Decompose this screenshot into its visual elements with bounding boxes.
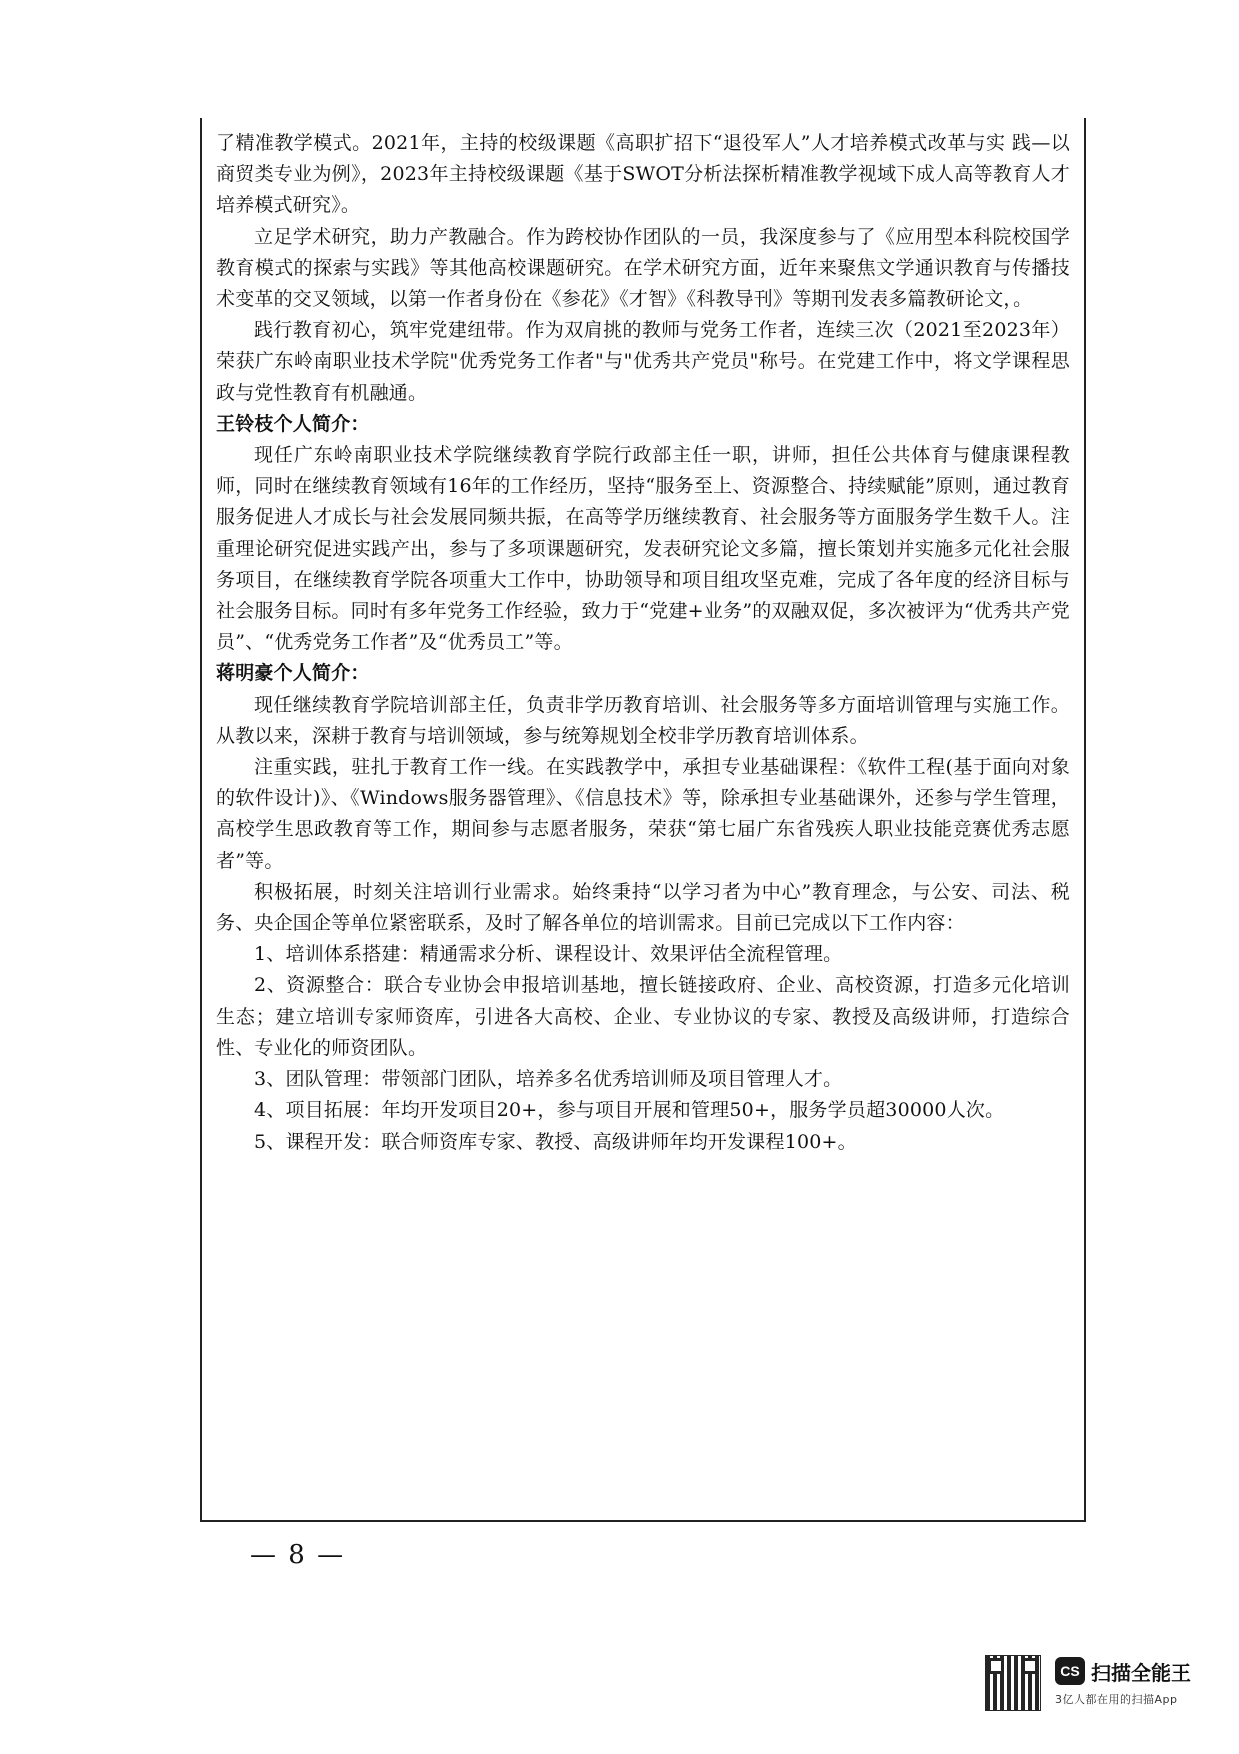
paragraph-party-building: 践行教育初心，筑牢党建纽带。作为双肩挑的教师与党务工作者，连续三次（2021至2023年）荣获广东岭南职业技术学院"优秀党务工作者"与"优秀共产党员"称号。在党建工作中，将文学课程思政与党性教育有机融通。 <box>216 319 1070 404</box>
qr-code-icon <box>985 1655 1041 1711</box>
paragraph-wang-lingzhi: 现任广东岭南职业技术学院继续教育学院行政部主任一职，讲师，担任公共体育与健康课程教师，同时在继续教育领域有16年的工作经历，坚持“服务至上、资源整合、持续赋能”原则，通过教育服务促进人才成长与社会发展同频共振，在高等学历继续教育、社会服务等方面服务学生数千人。注重理论研究促进实践产出，参与了多项课题研究，发表研究论文多篇，擅长策划并实施多元化社会服务项目，在继续教育学院各项重大工作中，协助领导和项目组攻坚克难，完成了各年度的经济目标与社会服务目标。同时有多年党务工作经验，致力于“党建+业务”的双融双促，多次被评为“优秀共产党员”、“优秀党务工作者”及“优秀员工”等。 <box>216 444 1070 654</box>
paragraph-jiang-expansion: 积极拓展，时刻关注培训行业需求。始终秉持“以学习者为中心”教育理念，与公安、司法、税务、央企国企等单位紧密联系，及时了解各单位的培训需求。目前已完成以下工作内容： <box>216 880 1070 935</box>
document-body-frame <box>200 118 1086 1522</box>
page-number: — 8 — <box>250 1540 346 1570</box>
paragraph-jiang-practice: 注重实践，驻扎于教育工作一线。在实践教学中，承担专业基础课程：《软件工程(基于面向对象的软件设计)》、《Windows服务器管理》、《信息技术》等，除承担专业基础课外，还参与学生管理，高校学生思政教育等工作，期间参与志愿者服务，荣获“第七届广东省残疾人职业技能竞赛优秀志愿者”等。 <box>216 756 1070 872</box>
camscanner-logo-icon: CS <box>1055 1657 1085 1685</box>
list-item-course-development: 5、课程开发：联合师资库专家、教授、高级讲师年均开发课程100+。 <box>254 1130 857 1153</box>
camscanner-watermark <box>985 1655 1235 1735</box>
list-item-team-management: 3、团队管理：带领部门团队，培养多名优秀培训师及项目管理人才。 <box>254 1068 843 1091</box>
paragraph-jiang-role: 现任继续教育学院培训部主任，负责非学历教育培训、社会服务等多方面培训管理与实施工作。从教以来，深耕于教育与培训领域，参与统筹规划全校非学历教育培训体系。 <box>216 693 1070 747</box>
paragraph-academic-research: 立足学术研究，助力产教融合。作为跨校协作团队的一员，我深度参与了《应用型本科院校国学教育模式的探索与实践》等其他高校课题研究。在学术研究方面，近年来聚焦文学通识教育与传播技术变革的交叉领域，以第一作者身份在《参花》《才智》《科教导刊》等期刊发表多篇教研论文，。 <box>216 225 1070 311</box>
watermark-app-name: 扫描全能王 <box>1091 1661 1191 1685</box>
list-item-project-expansion: 4、项目拓展：年均开发项目20+，参与项目开展和管理50+，服务学员超30000人次。 <box>254 1099 1005 1122</box>
heading-jiang-minghao-profile: 蒋明豪个人简介： <box>216 662 370 685</box>
watermark-tagline: 3亿人都在用的扫描App <box>1055 1693 1178 1706</box>
list-item-resource-integration: 2、资源整合：联合专业协会申报培训基地，擅长链接政府、企业、高校资源，打造多元化培训生态；建立培训专家师资库，引进各大高校、企业、专业协议的专家、教授及高级讲师，打造综合性、专业化的师资团队。 <box>216 974 1070 1059</box>
list-item-training-system: 1、培训体系搭建：精通需求分析、课程设计、效果评估全流程管理。 <box>254 943 843 966</box>
paragraph-continuation: 了精准教学模式。2021年，主持的校级课题《高职扩招下“退役军人”人才培养模式改革与实 践—以商贸类专业为例》，2023年主持校级课题《基于SWOT分析法探析精准教学视域下成人高等教育人才培养模式研究》。 <box>216 132 1070 217</box>
heading-wang-lingzhi-profile: 王铃枝个人简介： <box>216 412 370 435</box>
